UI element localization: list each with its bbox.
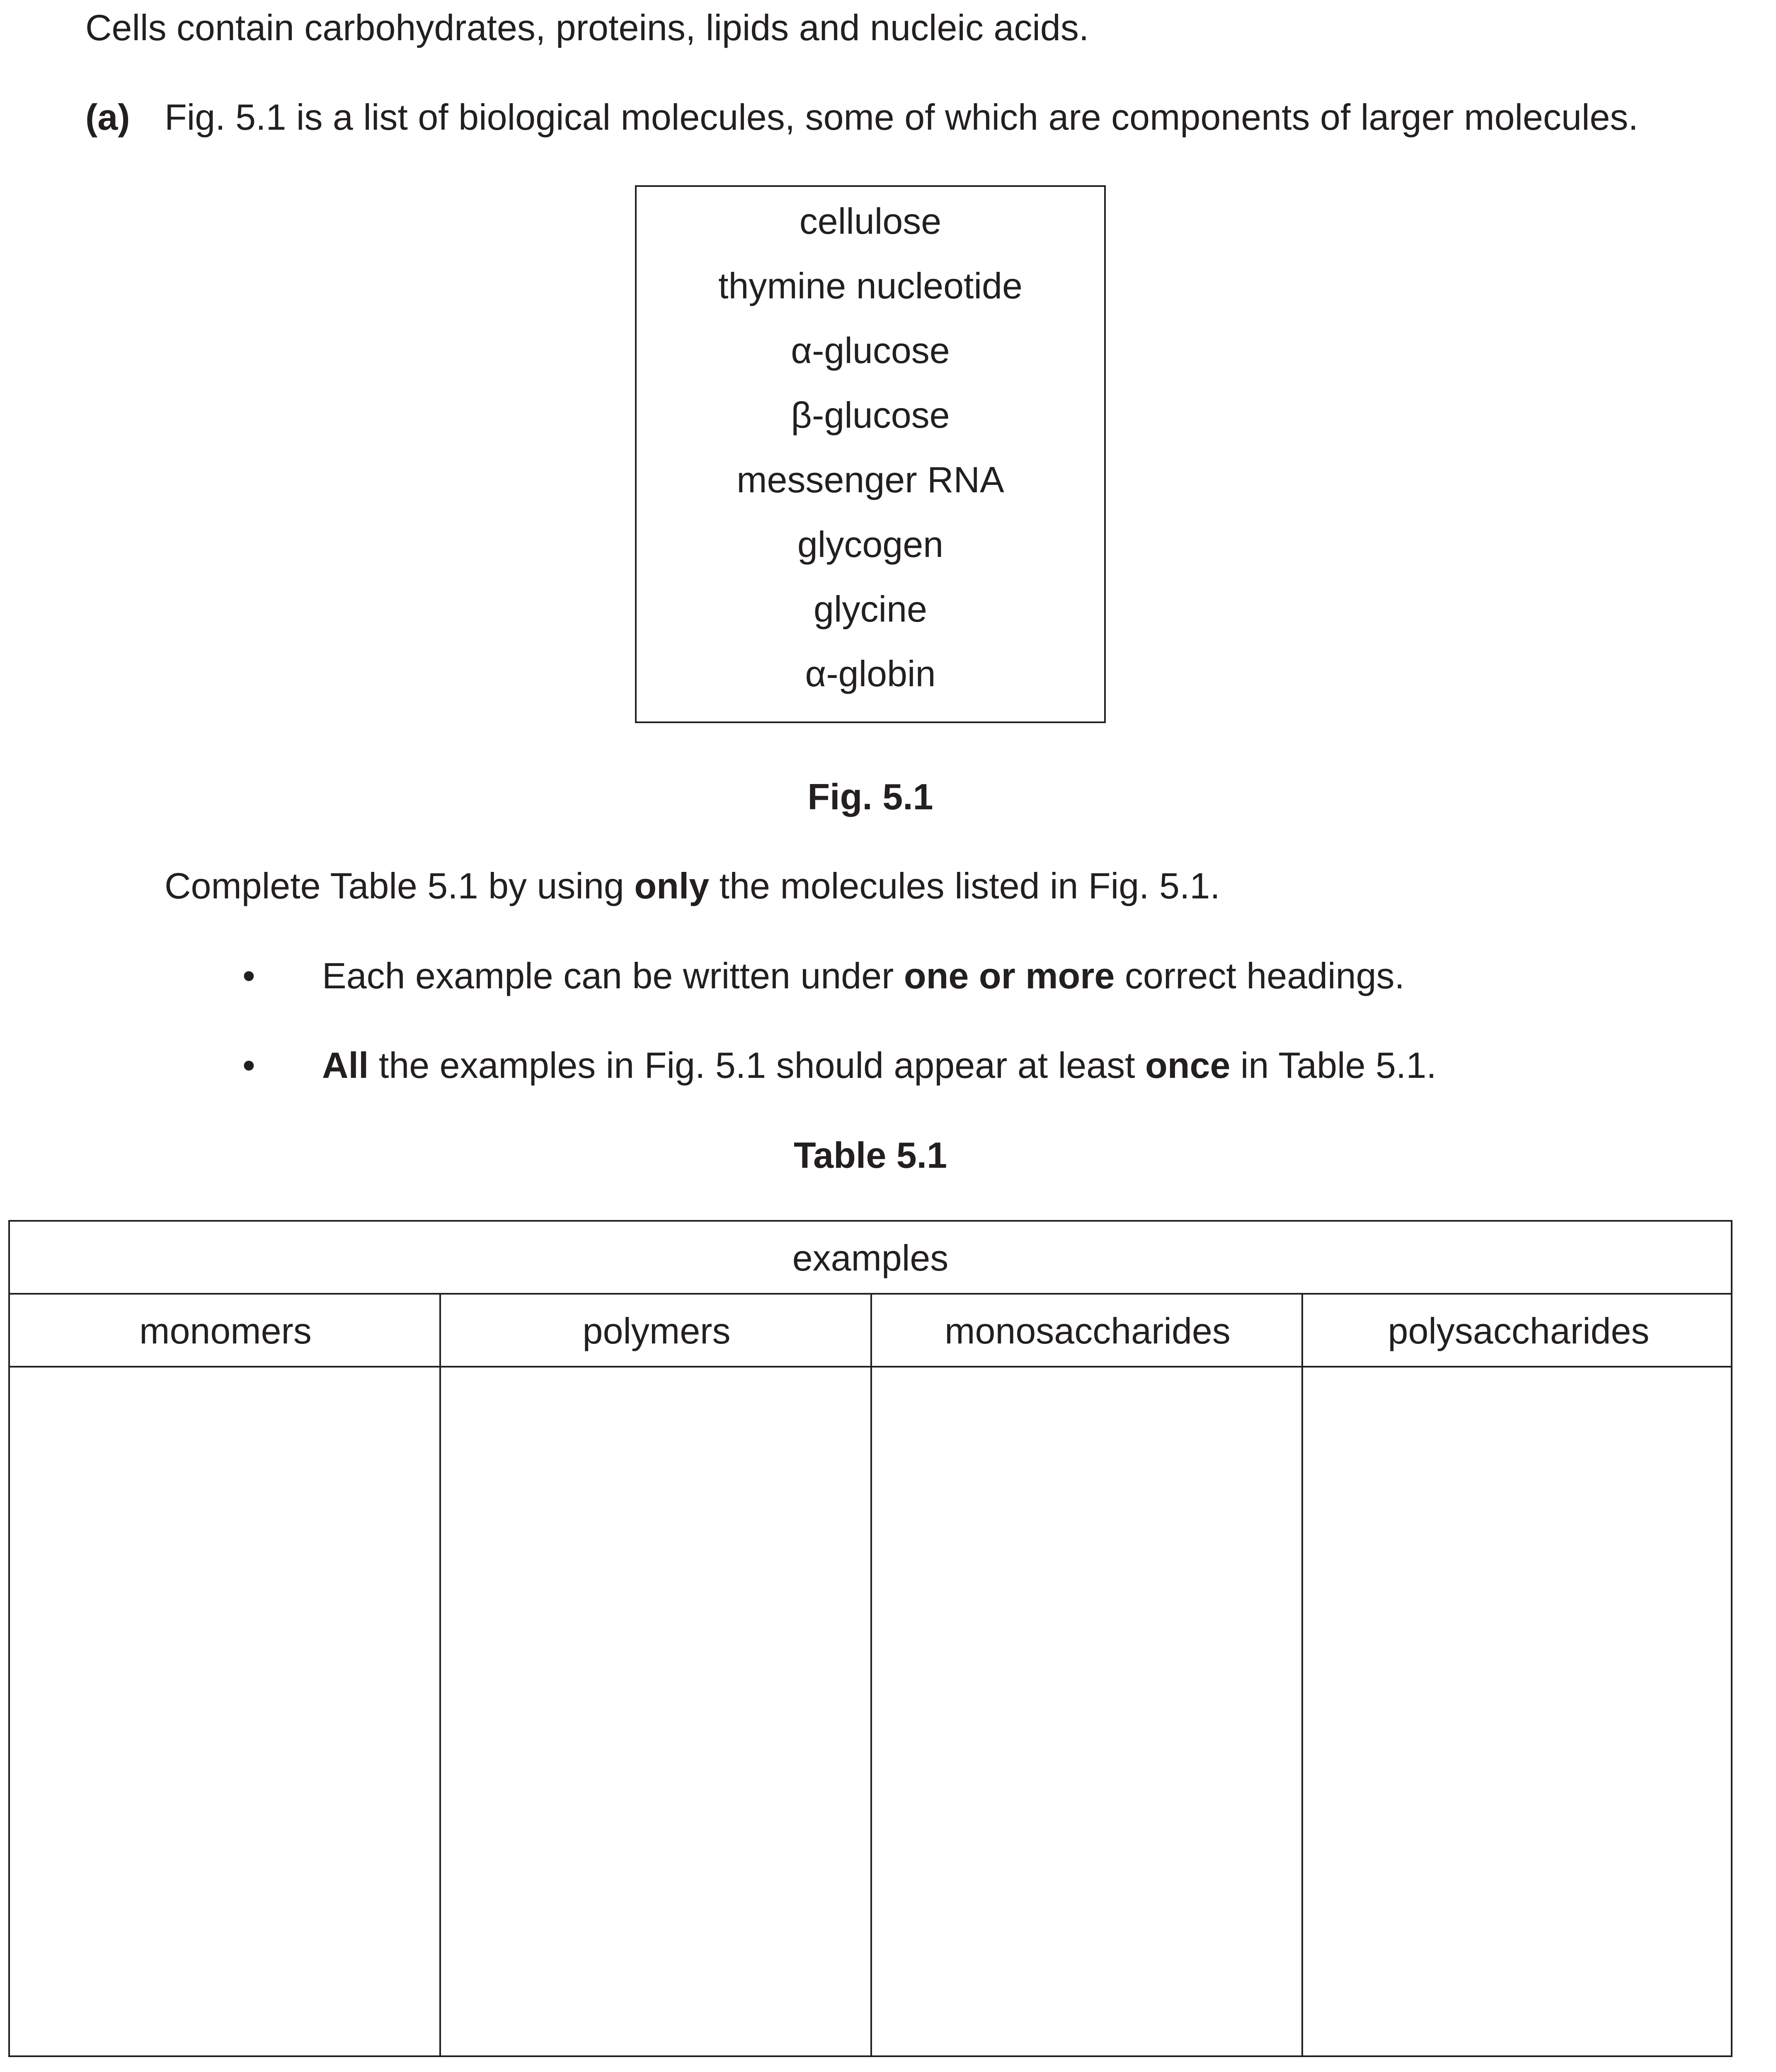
column-header-polymers: polymers <box>582 1310 731 1352</box>
figure-caption: Fig. 5.1 <box>807 776 933 817</box>
molecule-item: thymine nucleotide <box>718 265 1022 306</box>
column-divider <box>1301 1295 1303 2055</box>
column-header-monosaccharides: monosaccharides <box>945 1310 1231 1352</box>
molecule-item: glycogen <box>797 524 944 565</box>
bullet-text: All the examples in Fig. 5.1 should appear at least once in Table 5.1. <box>322 1045 1437 1086</box>
column-divider <box>870 1295 872 2055</box>
column-header-polysaccharides: polysaccharides <box>1388 1310 1650 1352</box>
table-header-examples: examples <box>792 1237 949 1279</box>
table-title: Table 5.1 <box>793 1135 947 1176</box>
bullet-text: Each example can be written under one or more correct headings. <box>322 955 1405 996</box>
part-a-label: (a) <box>85 97 130 138</box>
molecule-item: α-glucose <box>791 330 950 371</box>
molecule-item: β-glucose <box>791 395 950 436</box>
molecule-list-box <box>635 185 1106 723</box>
part-a-text: Fig. 5.1 is a list of biological molecules, some of which are components of larger molecules. <box>165 97 1638 138</box>
column-header-monomers: monomers <box>139 1310 312 1352</box>
intro-text: Cells contain carbohydrates, proteins, lipids and nucleic acids. <box>85 7 1089 48</box>
answer-table <box>8 1220 1732 2057</box>
instruction-text: Complete Table 5.1 by using only the molecules listed in Fig. 5.1. <box>165 865 1220 906</box>
molecule-item: α-globin <box>805 653 936 694</box>
molecule-item: glycine <box>814 588 927 629</box>
molecule-item: messenger RNA <box>737 459 1004 500</box>
bullet-symbol: • <box>242 1045 255 1086</box>
molecule-item: cellulose <box>799 201 942 242</box>
column-divider <box>439 1295 441 2055</box>
bullet-symbol: • <box>242 955 255 996</box>
